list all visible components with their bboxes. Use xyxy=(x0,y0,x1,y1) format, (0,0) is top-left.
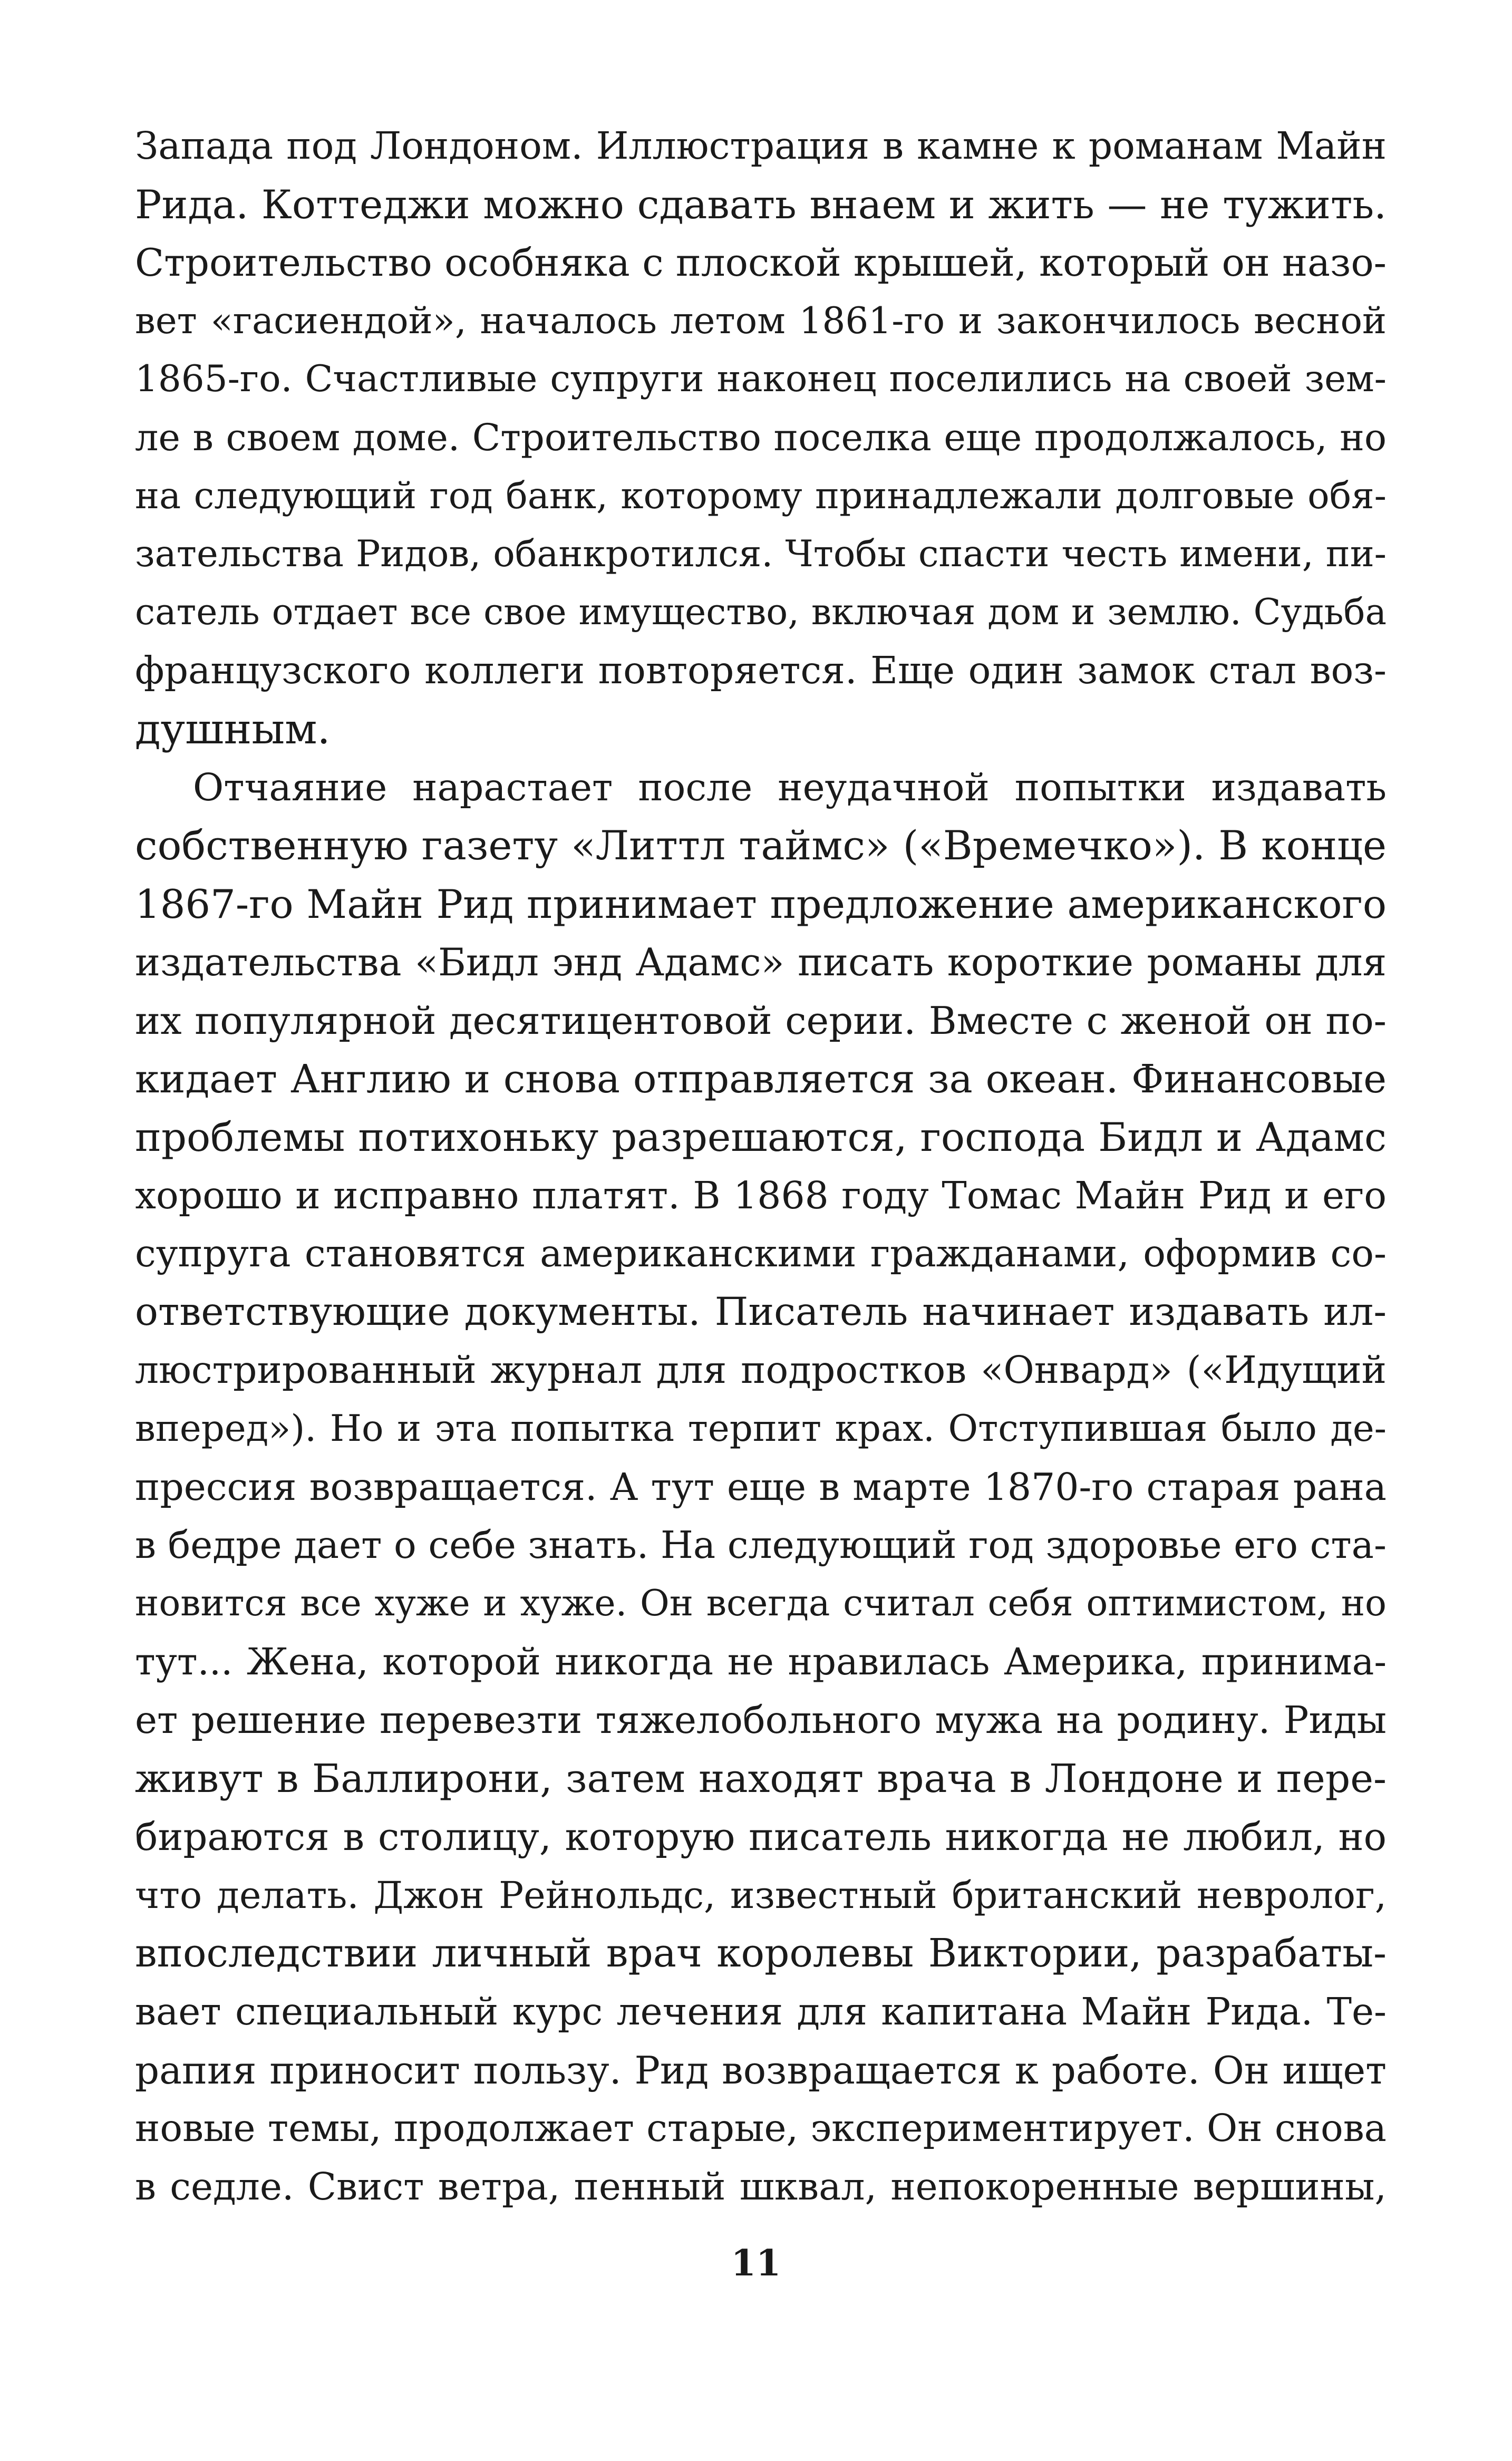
text-line: бираются в столицу, которую писатель никогда не любил, но xyxy=(135,1815,1387,1859)
text-line: 1867-го Майн Рид принимает предложение американского xyxy=(135,880,1387,927)
paragraph-2 xyxy=(135,759,1387,2216)
page-number: 11 xyxy=(731,2242,781,2284)
text-line: люстрированный журнал для подростков «Онвард» («Идущий xyxy=(135,1348,1387,1392)
text-line: 1865-го. Счастливые супруги наконец поселились на своей зем- xyxy=(135,358,1387,401)
text-line: Рида. Коттеджи можно сдавать внаем и жить — не тужить. xyxy=(135,181,1387,228)
paragraph-1 xyxy=(135,117,1387,759)
text-line: ответствующие документы. Писатель начинает издавать ил- xyxy=(135,1289,1387,1334)
text-column xyxy=(135,117,1387,2216)
text-line: зательства Ридов, обанкротился. Чтобы спасти честь имени, пи- xyxy=(135,533,1387,576)
text-line: Отчаяние нарастает после неудачной попытки издавать xyxy=(193,765,1387,809)
text-line: рапия приносит пользу. Рид возвращается к работе. Он ищет xyxy=(135,2048,1387,2092)
text-line: хорошо и исправно платят. В 1868 году Томас Майн Рид и его xyxy=(135,1173,1387,1217)
text-line: душным. xyxy=(135,704,331,753)
text-line: ет решение перевезти тяжелобольного мужа на родину. Риды xyxy=(135,1698,1387,1742)
text-line: Запада под Лондоном. Иллюстрация в камне к романам Майн xyxy=(135,124,1387,168)
text-line: проблемы потихоньку разрешаются, господа Бидл и Адамс xyxy=(135,1114,1387,1161)
text-line: вает специальный курс лечения для капитана Майн Рида. Те- xyxy=(135,1990,1387,2033)
text-line: Строительство особняка с плоской крышей, который он назо- xyxy=(135,240,1387,285)
text-line: собственную газету «Литтл таймс» («Времечко»). В конце xyxy=(135,822,1387,869)
text-line: супруга становятся американскими гражданами, оформив со- xyxy=(135,1232,1387,1276)
text-line: в седле. Свист ветра, пенный шквал, непокоренные вершины, xyxy=(135,2164,1387,2208)
text-line: что делать. Джон Рейнольдс, известный британский невролог, xyxy=(135,1873,1387,1917)
text-line: новится все хуже и хуже. Он всегда считал себя оптимистом, но xyxy=(135,1582,1387,1624)
text-line: вперед»). Но и эта попытка терпит крах. Отступившая было де- xyxy=(135,1408,1387,1450)
text-line: новые темы, продолжает старые, экспериментирует. Он снова xyxy=(135,2106,1387,2150)
text-line: французского коллеги повторяется. Еще один замок стал воз- xyxy=(135,648,1387,693)
text-line: тут... Жена, которой никогда не нравилась Америка, принима- xyxy=(135,1640,1387,1684)
text-line: прессия возвращается. А тут еще в марте 1870-го старая рана xyxy=(135,1465,1387,1509)
text-line: впоследствии личный врач королевы Виктории, разрабаты- xyxy=(135,1931,1387,1976)
text-line: издательства «Бидл энд Адамс» писать короткие романы для xyxy=(135,940,1387,985)
text-line: сатель отдает все свое имущество, включая дом и землю. Судьба xyxy=(135,591,1387,633)
text-line: живут в Баллирони, затем находят врача в Лондоне и пере- xyxy=(135,1756,1387,1801)
text-line: на следующий год банк, которому принадлежали долговые обя- xyxy=(135,474,1387,517)
text-line: их популярной десятицентовой серии. Вместе с женой он по- xyxy=(135,998,1387,1043)
text-line: кидает Англию и снова отправляется за океан. Финансовые xyxy=(135,1056,1387,1102)
text-line: в бедре дает о себе знать. На следующий год здоровье его ста- xyxy=(135,1523,1387,1567)
text-line: вет «гасиендой», началось летом 1861-го и закончилось весной xyxy=(135,299,1387,342)
text-line: ле в своем доме. Строительство поселка еще продолжалось, но xyxy=(135,415,1387,459)
